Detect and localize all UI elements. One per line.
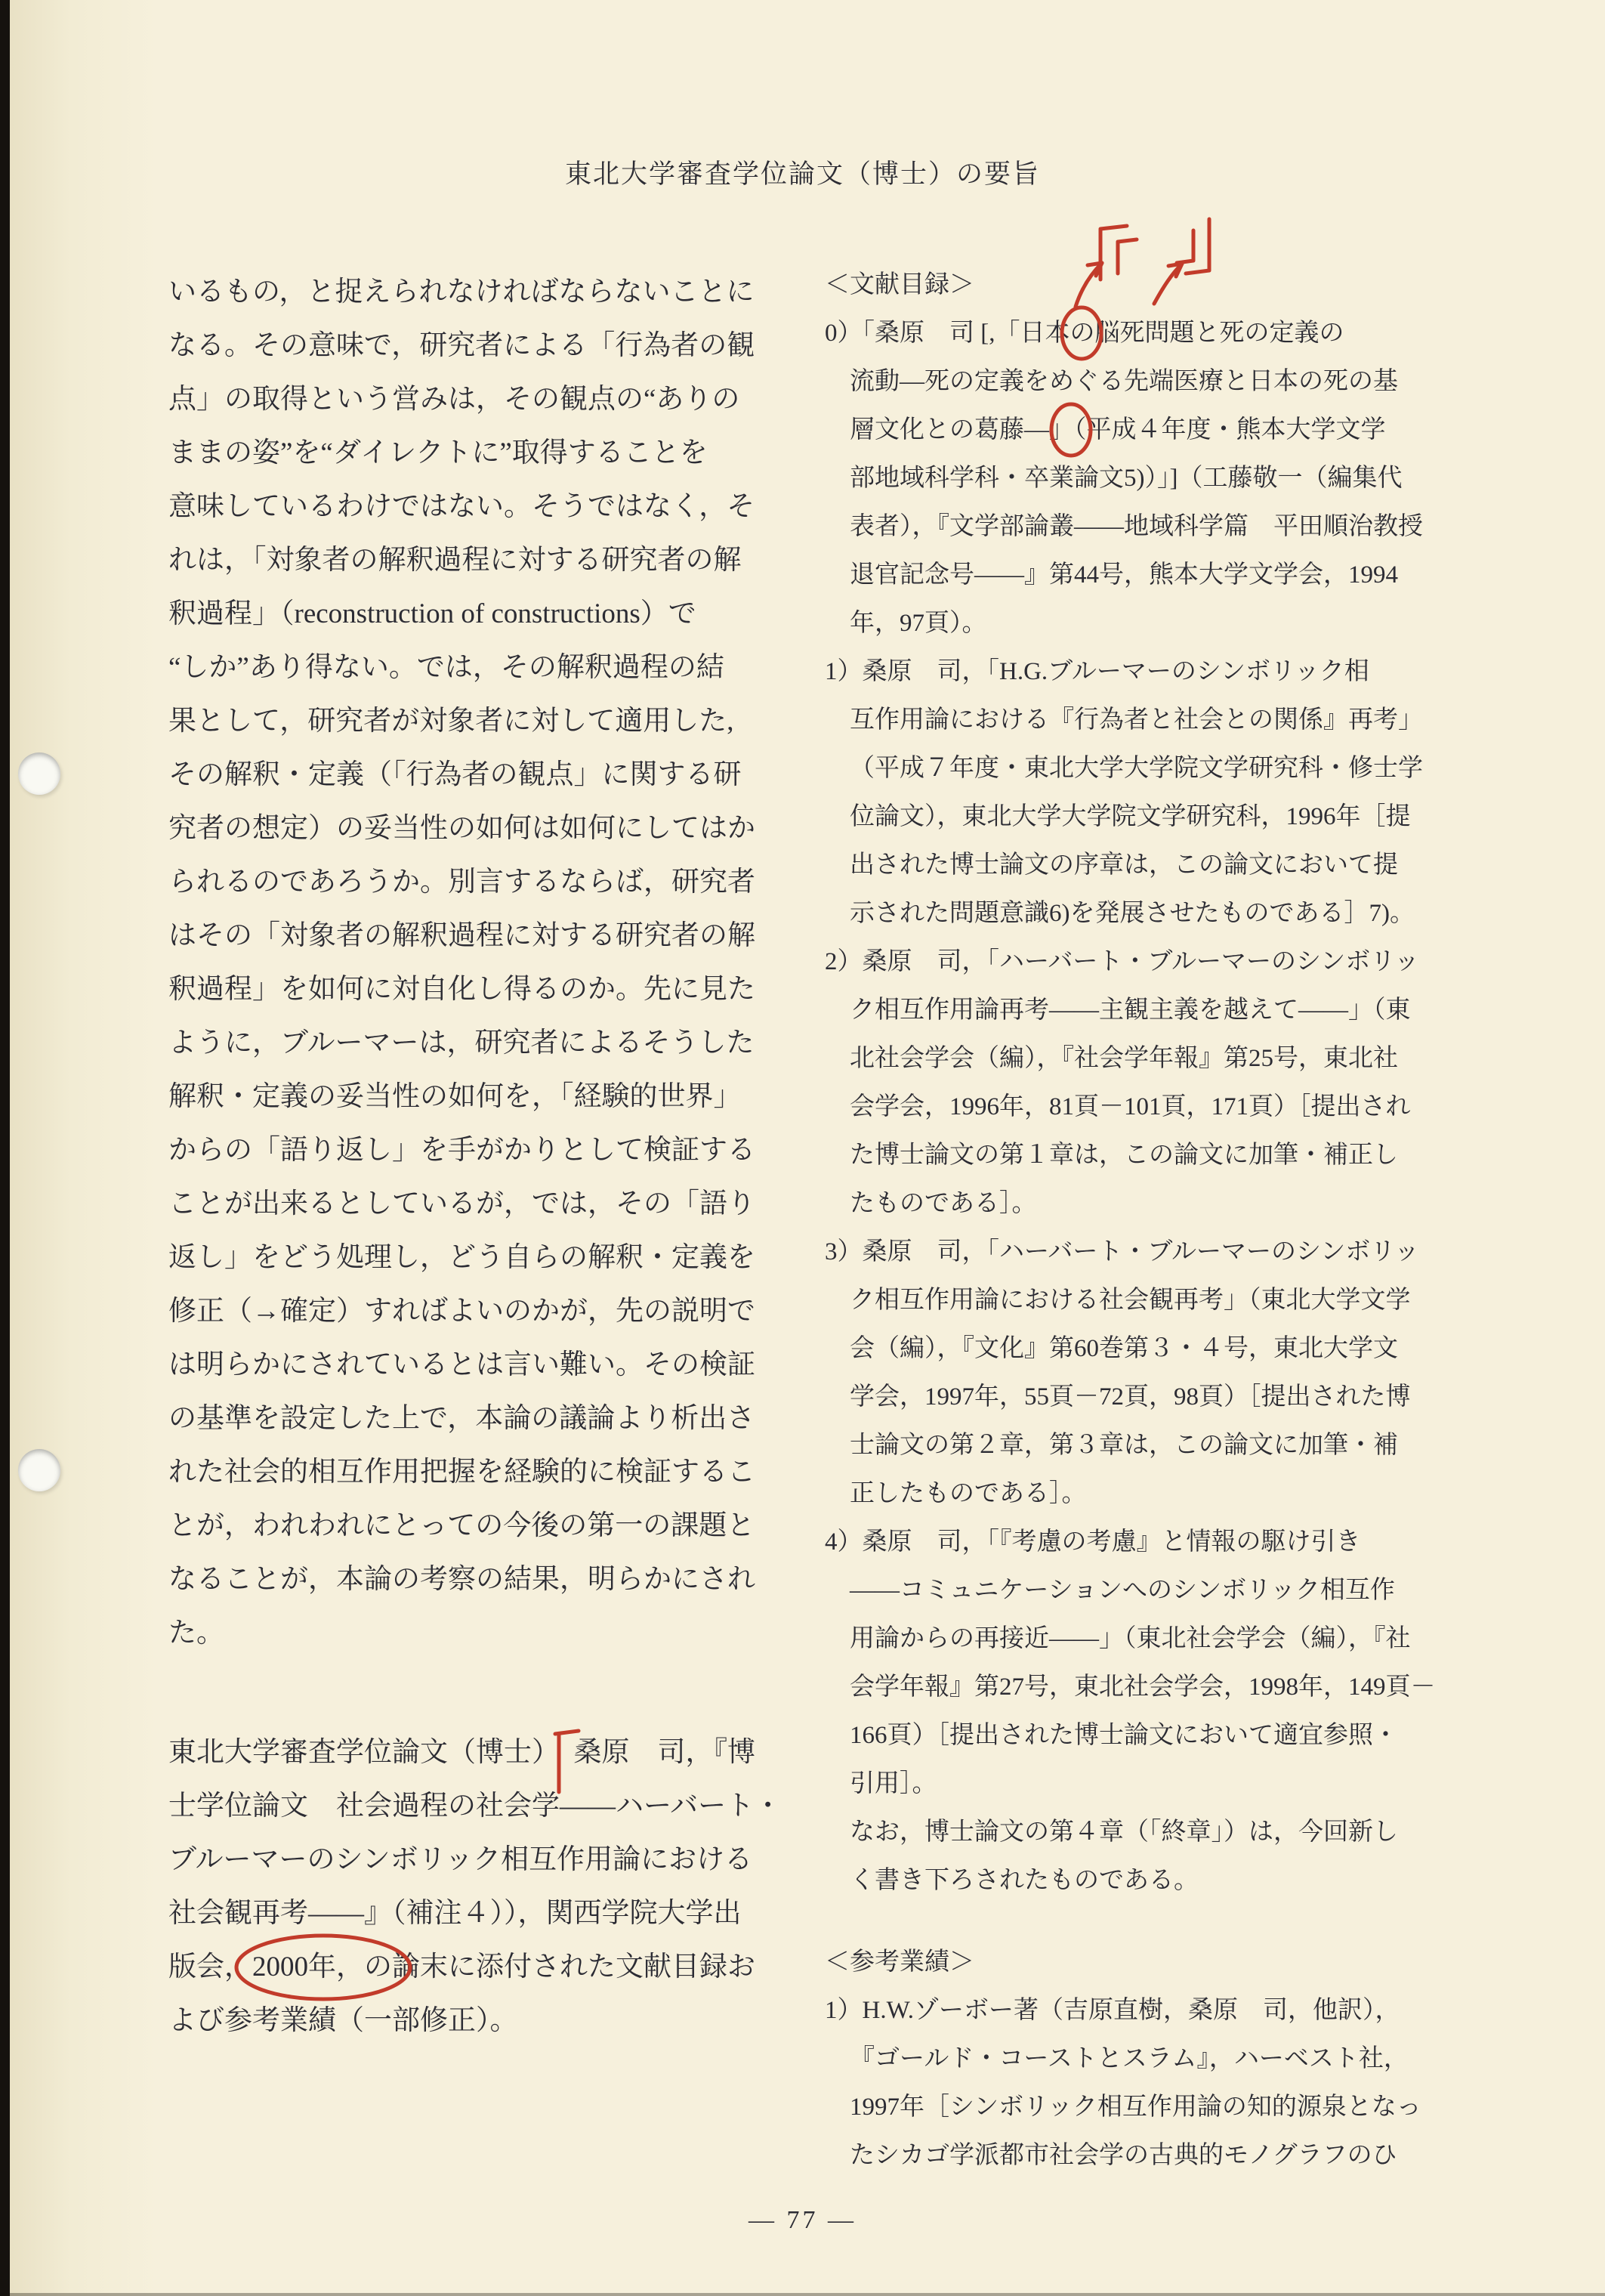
text-line: 互作用論における『行為者と社会との関係』再考」 <box>850 706 1423 734</box>
scan-edge-left <box>0 0 10 2296</box>
text-line: なる。その意味で，研究者による「行為者の観 <box>168 330 755 361</box>
references-list <box>825 1986 1448 2180</box>
text-line: 0）「桑原 司 [,「日本の脳死問題と死の定義の <box>825 320 1344 347</box>
text-line: 点」の取得という営みは，その観点の“ありの <box>168 384 740 415</box>
text-line: られるのであろうか。別言するならば，研究者 <box>168 867 755 898</box>
scan-edge-bottom <box>0 2293 1605 2296</box>
text-line: れた社会的相互作用把握を経験的に検証するこ <box>168 1457 755 1488</box>
text-line: 1997年［シンボリック相互作用論の知的源泉となっ <box>850 2094 1421 2121</box>
text-line: 返し」をどう処理し，どう自らの解釈・定義を <box>168 1242 755 1273</box>
text-line: く書き下ろされたものである。 <box>850 1867 1199 1894</box>
text-line: れは，「対象者の解釈過程に対する研究者の解 <box>168 545 742 576</box>
text-line: ク相互作用論における社会観再考」（東北大学文学 <box>850 1287 1411 1314</box>
bibliography-list <box>825 309 1448 1808</box>
text-line: いるもの，と捉えられなければならないことに <box>168 277 755 307</box>
page-title: 東北大学審査学位論文（博士）の要旨 <box>564 159 1040 189</box>
text-line: （平成７年度・東北大学大学院文学研究科・修士学 <box>850 755 1423 782</box>
page-number: — 77 — <box>748 2206 857 2234</box>
list-item <box>825 647 1448 938</box>
text-line: 釈過程」（reconstruction of constructions）で <box>168 598 696 629</box>
text-line: 層文化との葛藤―」（平成４年度・熊本大学文学 <box>850 416 1386 443</box>
text-line: 士学位論文 社会過程の社会学――ハーバート・ <box>168 1791 782 1822</box>
text-line: 出された博士論文の序章は，この論文において提 <box>850 851 1398 879</box>
text-line: の基準を設定した上で，本論の議論より析出さ <box>168 1403 755 1434</box>
text-line: 解釈・定義の妥当性の如何を，「経験的世界」 <box>168 1081 742 1112</box>
text-line: たものである］。 <box>850 1190 1037 1217</box>
text-line: 学会，1997年，55頁－72頁，98頁）［提出された博 <box>850 1383 1411 1411</box>
text-line: は明らかにされているとは言い難い。その検証 <box>168 1349 755 1380</box>
text-line: その解釈・定義（「行為者の観点」に関する研 <box>168 759 742 790</box>
text-line: 意味しているわけではない。そうではなく，そ <box>168 491 755 522</box>
text-line: 東北大学審査学位論文（博士） 桑原 司，『博 <box>168 1737 755 1768</box>
text-line: ク相互作用論再考――主観主義を越えて――」（東 <box>850 997 1411 1024</box>
hole-punch <box>18 752 60 795</box>
bibliography-note <box>825 1808 1448 1905</box>
text-line: た博士論文の第１章は，この論文に加筆・補正し <box>850 1142 1398 1169</box>
text-line: なることが，本論の考察の結果，明らかにされ <box>168 1564 755 1595</box>
text-line: ――コミュニケーションへのシンボリック相互作 <box>850 1577 1395 1604</box>
bibliography-heading: ＜文献目録＞ <box>825 271 974 298</box>
text-line: 年，97頁）。 <box>850 610 987 637</box>
text-line: からの「語り返し」を手がかりとして検証する <box>168 1135 755 1166</box>
text-line: 会学年報』第27号，東北社会学会，1998年，149頁－ <box>850 1673 1436 1701</box>
text-line: 1）H.W.ゾーボー著（吉原直樹，桑原 司，他訳）， <box>825 1997 1400 2024</box>
text-line: 社会観再考――』（補注４）），関西学院大学出 <box>168 1898 742 1929</box>
text-line: 正したものである］。 <box>850 1480 1087 1507</box>
text-line: 会（編），『文化』第60巻第３・４号，東北大学文 <box>850 1335 1398 1362</box>
text-line: 2）桑原 司，「ハーバート・ブルーマーのシンボリッ <box>825 948 1419 975</box>
list-item <box>825 1228 1448 1518</box>
text-line: 士論文の第２章，第３章は，この論文に加筆・補 <box>850 1432 1398 1459</box>
list-item <box>825 309 1448 647</box>
text-line: 流動―死の定義をめぐる先端医療と日本の死の基 <box>850 368 1398 395</box>
text-line: 表者），『文学部論叢――地域科学篇 平田順治教授 <box>850 513 1423 540</box>
text-line: 果として，研究者が対象者に対して適用した, <box>168 706 734 737</box>
right-column <box>825 261 1448 2180</box>
text-line: 版会，2000年，の論末に添付された文献目録お <box>168 1951 755 1982</box>
left-column-closing <box>168 1726 782 2047</box>
text-line: 『ゴールド・コーストとスラム』，ハーベスト社， <box>850 2045 1409 2072</box>
hole-punch <box>18 1449 60 1491</box>
text-line: 釈過程」を如何に対自化し得るのか。先に見た <box>168 974 755 1005</box>
text-line: ブルーマーのシンボリック相互作用論における <box>168 1844 753 1875</box>
text-line: 部地域科学科・卒業論文5)）」]（工藤敬一（編集代 <box>850 465 1403 492</box>
text-line: よび参考業績（一部修正）。 <box>168 2005 518 2036</box>
references-heading: ＜参考業績＞ <box>825 1948 974 1976</box>
text-line: 1）桑原 司，「H.G.ブルーマーのシンボリック相 <box>825 658 1369 685</box>
text-line: 引用］。 <box>850 1770 937 1797</box>
text-line: 究者の想定）の妥当性の如何は如何にしてはか <box>168 813 755 844</box>
text-line: なお，博士論文の第４章（「終章」）は，今回新し <box>850 1819 1398 1846</box>
text-line: 退官記念号――』第44号，熊本大学文学会，1994 <box>850 561 1398 589</box>
text-line: 会学会，1996年，81頁－101頁，171頁）［提出され <box>850 1093 1411 1120</box>
text-line: 修正（→確定）すればよいのかが，先の説明で <box>168 1296 755 1327</box>
text-line: ように，ブルーマーは，研究者によるそうした <box>168 1027 755 1058</box>
list-item <box>825 938 1448 1228</box>
text-line: とが，われわれにとっての今後の第一の課題と <box>168 1510 755 1541</box>
text-line: ままの姿”を“ダイレクトに”取得することを <box>168 437 708 468</box>
text-line: はその「対象者の解釈過程に対する研究者の解 <box>168 920 755 951</box>
left-column-body <box>168 265 773 1660</box>
text-line: 166頁）［提出された博士論文において適宜参照・ <box>850 1722 1398 1749</box>
text-line: たシカゴ学派都市社会学の古典的モノグラフのひ <box>850 2142 1397 2169</box>
text-line: 用論からの再接近――」（東北社会学会（編），『社 <box>850 1625 1411 1652</box>
text-line: 4）桑原 司，「『考慮の考慮』と情報の駆け引き <box>825 1528 1361 1556</box>
list-item <box>825 1518 1448 1808</box>
text-line: 北社会学会（編），『社会学年報』第25号，東北社 <box>850 1045 1398 1072</box>
list-item <box>825 1986 1448 2180</box>
text-line: 3）桑原 司，「ハーバート・ブルーマーのシンボリッ <box>825 1238 1419 1265</box>
text-line: ことが出来るとしているが，では，その「語り <box>168 1188 755 1219</box>
text-line: 位論文），東北大学大学院文学研究科，1996年［提 <box>850 803 1411 830</box>
text-line: た。 <box>168 1618 224 1649</box>
text-line: “しか”あり得ない。では，その解釈過程の結 <box>168 652 724 683</box>
text-line: 示された問題意識6)を発展させたものである］7)。 <box>850 900 1415 927</box>
